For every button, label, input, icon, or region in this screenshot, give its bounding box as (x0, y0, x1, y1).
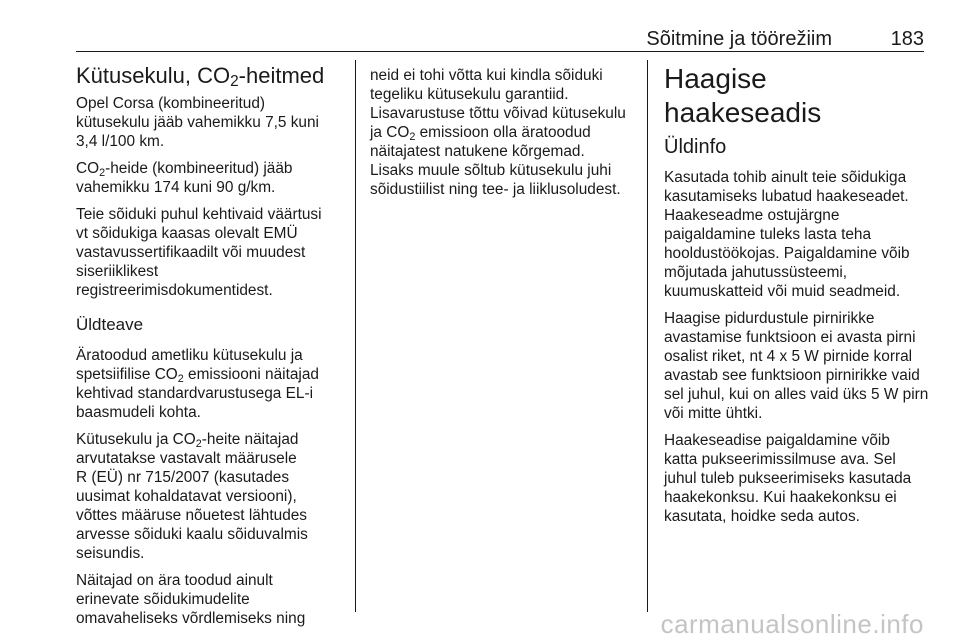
paragraph: neid ei tohi võtta kui kindla sõiduki tegeliku kütusekulu garantiid. Lisavarustuse tõttu võivad kütusekulu ja $CO_2$ emissioon olla äratoodud näitajatest natukene kõrgemad. Lisaks muule sõltub kütusekulu juhi sõidustiilist ning tee- ja liiklusoludest. (370, 67, 626, 198)
page-header (76, 28, 924, 50)
paragraph: Äratoodud ametliku kütusekulu ja spetsiifilise $CO_2$ emissiooni näitajad kehtivad standardvarustusega EL-i baasmudeli kohta. (76, 347, 319, 421)
header-rule (76, 51, 924, 52)
page-number: 183 (890, 28, 924, 50)
general-info-heading: Üldteave (76, 315, 144, 334)
trailer-hitch-heading: Haagise haakeseadis (664, 63, 822, 128)
general-info-heading: Üldinfo (664, 136, 727, 158)
column-divider-1 (355, 60, 356, 612)
section-title: Sõitmine ja töörežiim (646, 28, 832, 50)
paragraph: Teie sõiduki puhul kehtivaid väärtusi vt sõidukiga kaasas olevalt EMÜ vastavussertifikaadilt või muudest siseriiklikest registreerimisdokumentidest. (76, 206, 322, 299)
paragraph: Kütusekulu ja $CO_2$-heite näitajad arvutatakse vastavalt määrusele R (EÜ) nr 715/2007 (kasutades uusimat kohaldatavat versiooni), võttes määruse nõuetest lähtudes arvesse sõiduki kaalu sõiduvalmis seisundis. (76, 431, 308, 562)
paragraph: Opel Corsa (kombineeritud) kütusekulu jääb vahemikku 7,5 kuni 3,4 l/100 km. (76, 95, 319, 150)
column-3 (664, 62, 929, 534)
column-1 (76, 62, 348, 636)
paragraph: Haagise pidurdustule pirnirikke avastamise funktsioon ei avasta pirni osalist riket, nt 4 x 5 W pirnide korral avastab see funktsioon pirnirikke vaid sel juhul, kui on alles vaid üks 5 W pirn või mitte ühtki. (664, 310, 929, 422)
fuel-consumption-heading: Kütusekulu, $CO_2$-heitmed (76, 63, 325, 90)
paragraph: Kasutada tohib ainult teie sõidukiga kasutamiseks lubatud haakeseadet. Haakeseadme ostujärgne paigaldamine tuleks lasta teha hooldustöökojas. Paigaldamine võib mõjutada jahutussüsteemi, kuumuskatteid või muid seadmeid. (664, 169, 910, 300)
paragraph: Haakeseadise paigaldamine võib katta pukseerimissilmuse ava. Sel juhul tuleb pukseerimiseks kasutada haakekonksu. Kui haakekonksu ei kasutata, hoidke seda autos. (664, 432, 912, 525)
column-2 (370, 66, 635, 207)
paragraph: Näitajad on ära toodud ainult erinevate sõidukimudelite omavaheliseks võrdlemiseks ning (76, 572, 306, 627)
paragraph: $CO_2$-heide (kombineeritud) jääb vahemikku 174 kuni 90 g/km. (76, 160, 293, 196)
column-divider-2 (647, 60, 648, 612)
watermark: carmanualsonline.info (660, 609, 924, 639)
